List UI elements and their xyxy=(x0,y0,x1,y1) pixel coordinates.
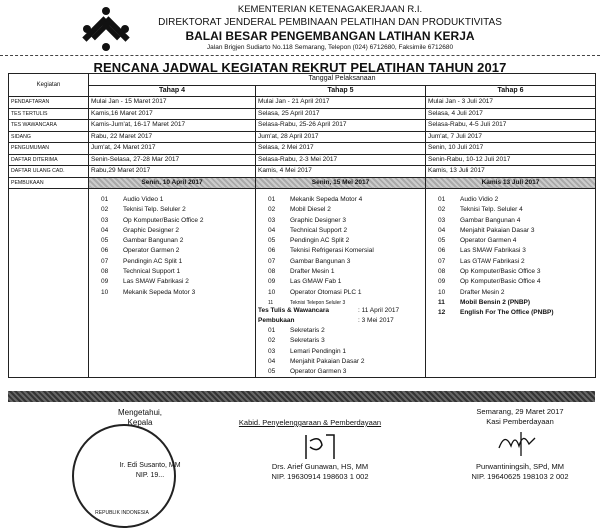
opening-schedule-note: Pembukaan : 3 Mei 2017 xyxy=(258,316,394,324)
list-item: 05 Gambar Bangunan 2 xyxy=(101,237,184,245)
programs-label-cell xyxy=(9,189,89,378)
date-cell: Senin-Rabu, 10-12 Juli 2017 xyxy=(426,154,596,166)
date-cell: Selasa-Rabu, 2-3 Mei 2017 xyxy=(256,154,426,166)
list-item: 05 Pendingin AC Split 2 xyxy=(268,237,350,245)
col-header-tanggal: Tanggal Pelaksanaan xyxy=(89,74,596,86)
sign-middle-title: Kabid. Penyelenggaraan & Pemberdayaan xyxy=(238,418,382,427)
col-header-tahap-5: Tahap 5 xyxy=(256,85,426,97)
list-item: 03 Graphic Designer 3 xyxy=(268,216,346,224)
list-item: 04 Menjahit Pakaian Dasar 3 xyxy=(438,226,535,234)
date-cell: Selasa, 25 April 2017 xyxy=(256,108,426,120)
opening-date-cell: Senin, 15 Mei 2017 xyxy=(256,177,426,189)
activity-cell: PENGUMUMAN xyxy=(9,143,89,155)
list-item: 01 Audio Video 1 xyxy=(101,196,164,203)
table-row xyxy=(9,154,596,166)
list-item: 04 Menjahit Pakaian Dasar 2 xyxy=(268,357,365,365)
date-cell: Jum'at, 28 April 2017 xyxy=(256,131,426,143)
list-item: 10 Mekanik Sepeda Motor 3 xyxy=(101,288,196,296)
activity-cell: TES TERTULIS xyxy=(9,108,89,120)
test-schedule-note: Tes Tulis & Wawancara : 11 April 2017 xyxy=(258,306,400,314)
activity-cell: PENDAFTARAN xyxy=(9,97,89,109)
institution-address: Jalan Brigjen Sudiarto No.118 Semarang, Telepon (024) 6712680, Faksimile 6712680 xyxy=(206,44,454,51)
table-row xyxy=(9,143,596,155)
list-item: 07 Pendingin AC Split 1 xyxy=(101,257,183,265)
list-item: 09 Op Komputer/Basic Office 4 xyxy=(438,278,541,286)
stamp-text: REPUBLIK INDONESIA xyxy=(95,510,149,516)
sign-middle-nip: NIP. 19630914 198603 1 002 xyxy=(271,472,369,481)
date-cell: Kamis-Jum'at, 16-17 Maret 2017 xyxy=(89,120,256,132)
table-row xyxy=(9,166,596,178)
list-item: 06 Teknisi Refrigerasi Komersial xyxy=(268,247,374,255)
list-item: 05 Operator Garmen 4 xyxy=(438,237,517,245)
date-cell: Selasa-Rabu, 25-26 April 2017 xyxy=(256,120,426,132)
list-item: 08 Op Komputer/Basic Office 3 xyxy=(438,268,541,276)
date-cell: Senin-Selasa, 27-28 Mar 2017 xyxy=(89,154,256,166)
list-item: 06 Operator Garmen 2 xyxy=(101,247,180,255)
list-item: 11 Mobil Bensin 2 (PNBP) xyxy=(438,298,531,306)
date-cell: Mulai Jan - 3 Juli 2017 xyxy=(426,97,596,109)
list-item: 02 Sekretaris 3 xyxy=(268,337,325,345)
sign-right-place-date: Semarang, 29 Maret 2017 xyxy=(476,407,564,416)
list-item: 01 Audio Vidio 2 xyxy=(438,196,499,203)
activity-cell: DAFTAR DITERIMA xyxy=(9,154,89,166)
list-item: 09 Las GMAW Fab 1 xyxy=(268,278,342,286)
col-header-tahap-4: Tahap 4 xyxy=(89,85,256,97)
programs-tahap-4 xyxy=(89,189,256,378)
activity-cell: DAFTAR ULANG CAD. xyxy=(9,166,89,178)
table-bottom-shaded-bar xyxy=(8,391,595,402)
list-item: 01 Mekanik Sepeda Motor 4 xyxy=(268,196,363,203)
date-cell: Kamis,16 Maret 2017 xyxy=(89,108,256,120)
date-cell: Kamis, 13 Juli 2017 xyxy=(426,166,596,178)
date-cell: Selasa, 4 Juli 2017 xyxy=(426,108,596,120)
sign-right-title: Kasi Pemberdayaan xyxy=(486,417,554,426)
activity-cell: SIDANG xyxy=(9,131,89,143)
date-cell: Senin, 10 Juli 2017 xyxy=(426,143,596,155)
opening-date-cell: Senin, 10 April 2017 xyxy=(89,177,256,189)
schedule-table xyxy=(8,73,596,378)
table-row xyxy=(9,97,596,109)
opening-date-cell: Kamis 13 Juli 2017 xyxy=(426,177,596,189)
programs-row xyxy=(9,189,596,378)
list-item: 02 Teknisi Telp. Seluler 2 xyxy=(101,206,186,214)
list-item: 02 Teknisi Telp. Seluler 4 xyxy=(438,206,523,214)
sign-right-name: Purwantiningsih, SPd, MM xyxy=(476,462,564,471)
date-cell: Mulai Jan - 21 April 2017 xyxy=(256,97,426,109)
list-item: 06 Las SMAW Fabrikasi 3 xyxy=(438,247,526,255)
list-item: 07 Gambar Bangunan 3 xyxy=(268,257,351,265)
table-row xyxy=(9,108,596,120)
list-item: 07 Las GTAW Fabrikasi 2 xyxy=(438,257,525,265)
list-item: 03 Op Komputer/Basic Office 2 xyxy=(101,216,204,224)
list-item: 08 Technical Support 1 xyxy=(101,268,181,276)
col-header-kegiatan: Kegiatan xyxy=(9,74,89,97)
document-title: RENCANA JADWAL KEGIATAN REKRUT PELATIHAN TAHUN 2017 xyxy=(93,60,507,75)
ministry-name: KEMENTERIAN KETENAGAKERJAAN R.I. xyxy=(237,4,423,15)
date-cell: Rabu, 22 Maret 2017 xyxy=(89,131,256,143)
activity-cell: TES WAWANCARA xyxy=(9,120,89,132)
date-cell: Rabu,29 Maret 2017 xyxy=(89,166,256,178)
programs-tahap-5 xyxy=(256,189,426,378)
list-item: 09 Las SMAW Fabrikasi 2 xyxy=(101,278,189,286)
list-item: 11 Teknisi Telepon Seluler 3 xyxy=(268,299,346,306)
directorate-name: DIREKTORAT JENDERAL PEMBINAAN PELATIHAN DAN PRODUKTIVITAS xyxy=(158,17,502,28)
list-item: 01 Sekretaris 2 xyxy=(268,326,325,334)
date-cell: Jum'at, 7 Juli 2017 xyxy=(426,131,596,143)
sign-right-nip: NIP. 19640625 198103 2 002 xyxy=(471,472,569,481)
list-item: 04 Graphic Designer 2 xyxy=(101,226,179,234)
sign-left-acknowledged: Mengetahui, xyxy=(117,408,163,417)
sign-middle-name: Drs. Arief Gunawan, HS, MM xyxy=(271,462,369,471)
list-item: 03 Gambar Bangunan 4 xyxy=(438,216,521,224)
programs-tahap-6 xyxy=(426,189,596,378)
activity-cell: PEMBUKAAN xyxy=(9,177,89,189)
list-item: 12 English For The Office (PNBP) xyxy=(438,309,554,317)
list-item: 08 Drafter Mesin 1 xyxy=(268,268,335,276)
list-item: 05 Operator Garmen 3 xyxy=(268,368,347,376)
list-item: 10 Operator Otomasi PLC 1 xyxy=(268,288,362,296)
date-cell: Selasa, 2 Mei 2017 xyxy=(256,143,426,155)
signature-right-icon xyxy=(495,428,540,458)
institution-name: BALAI BESAR PENGEMBANGAN LATIHAN KERJA xyxy=(185,29,475,43)
col-header-tahap-6: Tahap 6 xyxy=(426,85,596,97)
signature-middle-icon xyxy=(300,433,340,461)
sign-left-name: Ir. Edi Susanto, MM xyxy=(119,462,181,469)
sign-left-title: Kepala xyxy=(127,418,153,427)
list-item: 10 Drafter Mesin 2 xyxy=(438,288,505,296)
table-row xyxy=(9,131,596,143)
opening-row xyxy=(9,177,596,189)
date-cell: Kamis, 4 Mei 2017 xyxy=(256,166,426,178)
date-cell: Jum'at, 24 Maret 2017 xyxy=(89,143,256,155)
list-item: 02 Mobil Diesel 2 xyxy=(268,206,331,214)
table-row xyxy=(9,120,596,132)
date-cell: Selasa-Rabu, 4-5 Juli 2017 xyxy=(426,120,596,132)
header-divider xyxy=(0,55,600,56)
sign-left-nip: NIP. 19... xyxy=(135,472,165,479)
date-cell: Mulai Jan - 15 Maret 2017 xyxy=(89,97,256,109)
list-item: 03 Lemari Pendingin 1 xyxy=(268,347,347,355)
list-item: 04 Technical Support 2 xyxy=(268,226,348,234)
letterhead xyxy=(0,0,600,58)
